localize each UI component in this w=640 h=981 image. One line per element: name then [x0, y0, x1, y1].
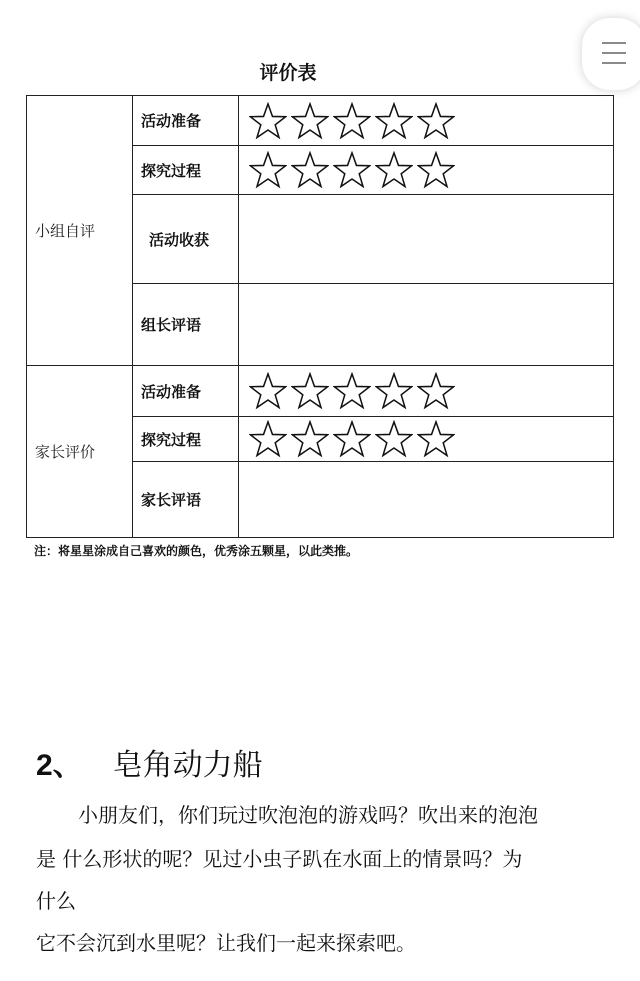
star-icon[interactable]: [375, 102, 413, 140]
star-icon[interactable]: [333, 372, 371, 410]
row-label: 活动收获: [133, 195, 239, 284]
star-icon[interactable]: [417, 151, 455, 189]
comment-cell[interactable]: [239, 284, 614, 366]
star-rating[interactable]: [239, 417, 614, 462]
comment-cell[interactable]: [239, 195, 614, 284]
star-icon[interactable]: [291, 102, 329, 140]
row-label: 组长评语: [133, 284, 239, 366]
star-icon[interactable]: [249, 151, 287, 189]
star-icon[interactable]: [417, 102, 455, 140]
table-note: 注：将星星涂成自己喜欢的颜色，优秀涂五颗星，以此类推。: [34, 544, 359, 558]
star-icon[interactable]: [417, 420, 455, 458]
paragraph-line: 小朋友们，你们玩过吹泡泡的游戏吗？吹出来的泡泡: [78, 803, 538, 827]
star-rating[interactable]: [239, 146, 614, 195]
star-icon[interactable]: [333, 420, 371, 458]
star-icon[interactable]: [375, 372, 413, 410]
row-label: 活动准备: [133, 96, 239, 146]
comment-cell[interactable]: [239, 462, 614, 538]
star-icon[interactable]: [249, 102, 287, 140]
group-cell-self: 小组自评: [27, 96, 133, 366]
star-icon[interactable]: [291, 372, 329, 410]
paragraph-line: 是 什么形状的呢？见过小虫子趴在水面上的情景吗？为: [36, 847, 523, 871]
row-label: 探究过程: [133, 417, 239, 462]
star-icon[interactable]: [291, 151, 329, 189]
table-title: 评价表: [259, 62, 317, 84]
paragraph-line: 它不会沉到水里呢？让我们一起来探索吧。: [36, 931, 416, 955]
star-icon[interactable]: [291, 420, 329, 458]
star-rating[interactable]: [239, 366, 614, 417]
star-icon[interactable]: [333, 151, 371, 189]
evaluation-table: [26, 95, 614, 538]
section-heading: [36, 740, 263, 784]
star-icon[interactable]: [375, 151, 413, 189]
star-icon[interactable]: [333, 102, 371, 140]
section-title: 皂角动力船: [112, 748, 263, 783]
star-rating[interactable]: [239, 96, 614, 146]
star-icon[interactable]: [417, 372, 455, 410]
star-icon[interactable]: [249, 372, 287, 410]
menu-button[interactable]: [582, 18, 640, 90]
row-label: 探究过程: [133, 146, 239, 195]
group-cell-parent: 家长评价: [27, 366, 133, 538]
star-icon[interactable]: [249, 420, 287, 458]
paragraph-line: 什么: [36, 889, 76, 913]
row-label: 活动准备: [133, 366, 239, 417]
row-label: 家长评语: [133, 462, 239, 538]
star-icon[interactable]: [375, 420, 413, 458]
section-number: 2、: [36, 749, 83, 782]
